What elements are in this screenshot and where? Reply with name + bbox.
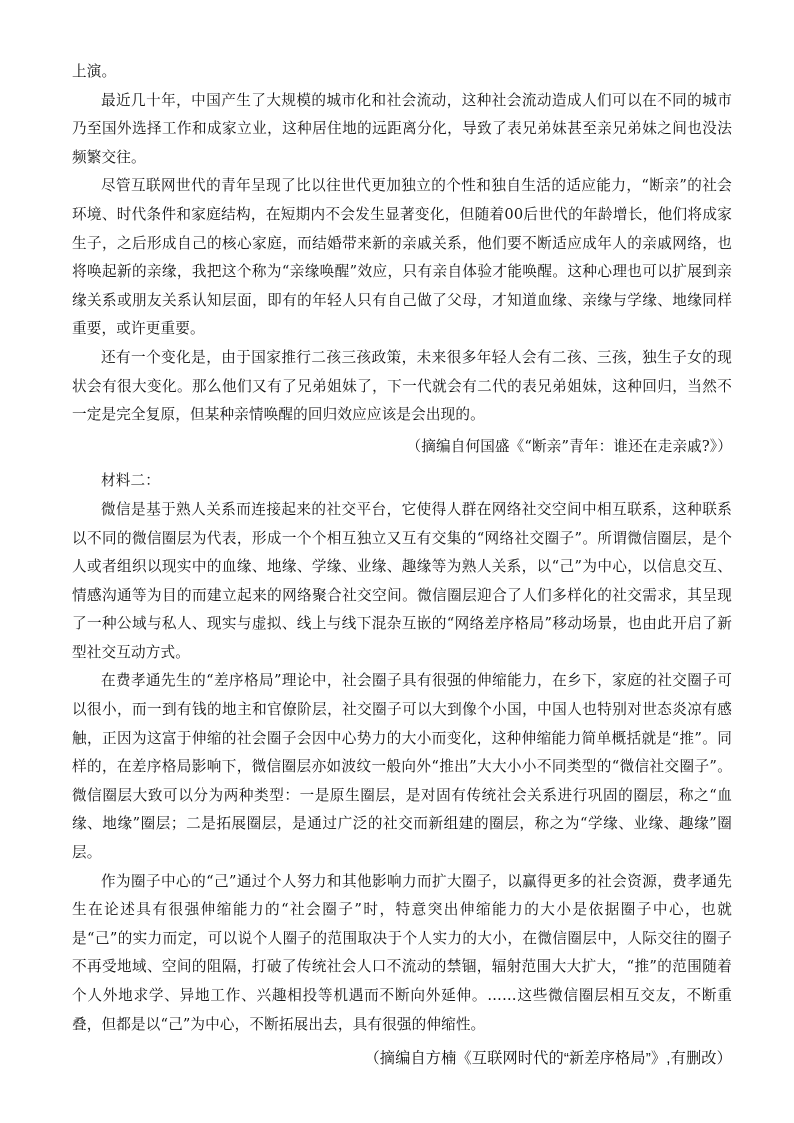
paragraph-policy-change: 还有一个变化是，由于国家推行二孩三孩政策，未来很多年轻人会有二孩、三孩，独生子女的现状会有很大变化。那么他们又有了兄弟姐妹了，下一代就会有二代的表兄弟姐妹，这种回归，当然不一定是完全复原，但某种亲情唤醒的回归效应应该是会出现的。 [72, 348, 732, 424]
source-citation-one: （摘编自何国盛《“断亲”青年：谁还在走亲戚?》） [406, 437, 732, 455]
material-two-label: 材料二： [101, 472, 160, 490]
material-two-section [72, 467, 732, 1073]
paragraph-tail: 上演。 [72, 63, 117, 80]
document-page [72, 58, 732, 1074]
material-one-section [72, 58, 732, 461]
source-citation-two: （摘编自方楠《互联网时代的“新差序格局”》,有删改） [364, 1050, 732, 1068]
paragraph-wechat-circles: 微信是基于熟人关系而连接起来的社交平台，它使得人群在网络社交空间中相互联系，这种联系以不同的微信圈层为代表，形成一个个相互独立又互有交集的“网络社交圈子”。所谓微信圈层，是个人或者组织以现实中的血缘、地缘、学缘、业缘、趣缘等为熟人关系，以“己”为中心，以信息交互、情感沟通等为目的而建立起来的网络聚合社交空间。微信圈层迎合了人们多样化的社交需求，其呈现了一种公域与私人、现实与虚拟、线上与线下混杂互嵌的“网络差序格局”移动场景，也由此开启了新型社交互动方式。 [72, 500, 732, 661]
paragraph-differential-pattern: 在费孝通先生的“差序格局”理论中，社会圈子具有很强的伸缩能力，在乡下，家庭的社交圈子可以很小，而一到有钱的地主和官僚阶层，社交圈子可以大到像个小国，中国人也特别对世态炎凉有感触，正因为这富于伸缩的社会圈子会因中心势力的大小而变化，这种伸缩能力简单概括就是“推”。同样的，在差序格局影响下，微信圈层亦如波纹一般向外“推出”大大小小不同类型的“微信社交圈子”。微信圈层大致可以分为两种类型：一是原生圈层，是对固有传统社会关系进行巩固的圈层，称之“血缘、地缘”圈层；二是拓展圈层，是通过广泛的社交而新组建的圈层，称之为“学缘、业缘、趣缘”圈层。 [72, 672, 732, 862]
paragraph-self-center: 作为圈子中心的“己”通过个人努力和其他影响力而扩大圈子，以赢得更多的社会资源，费孝通先生在论述具有很强伸缩能力的“社会圈子”时，特意突出伸缩能力的大小是依据圈子中心，也就是“己”的实力而定，可以说个人圈子的范围取决于个人实力的大小，在微信圈层中，人际交往的圈子不再受地域、空间的阻隔，打破了传统社会人口不流动的禁锢，辐射范围大大扩大，“推”的范围随着个人外地求学、异地工作、兴趣相投等机遇而不断向外延伸。……这些微信圈层相互交友，不断重叠，但都是以“己”为中心，不断拓展出去，具有很强的伸缩性。 [72, 872, 732, 1033]
paragraph-kinship-awakening: 尽管互联网世代的青年呈现了比以往世代更加独立的个性和独自生活的适应能力，“断亲”的社会环境、时代条件和家庭结构，在短期内不会发生显著变化，但随着00后世代的年龄增长，他们将成家生子，之后形成自己的核心家庭，而结婚带来新的亲戚关系，他们要不断适应成年人的亲戚网络，也将唤起新的亲缘，我把这个称为“亲缘唤醒”效应，只有亲自体验才能唤醒。这种心理也可以扩展到亲缘关系或朋友关系认知层面，即有的年轻人只有自己做了父母，才知道血缘、亲缘与学缘、地缘同样重要，或许更重要。 [72, 177, 732, 338]
paragraph-urbanization: 最近几十年，中国产生了大规模的城市化和社会流动，这种社会流动造成人们可以在不同的城市乃至国外选择工作和成家立业，这种居住地的远距离分化，导致了表兄弟妹甚至亲兄弟妹之间也没法频繁交往。 [72, 91, 732, 166]
